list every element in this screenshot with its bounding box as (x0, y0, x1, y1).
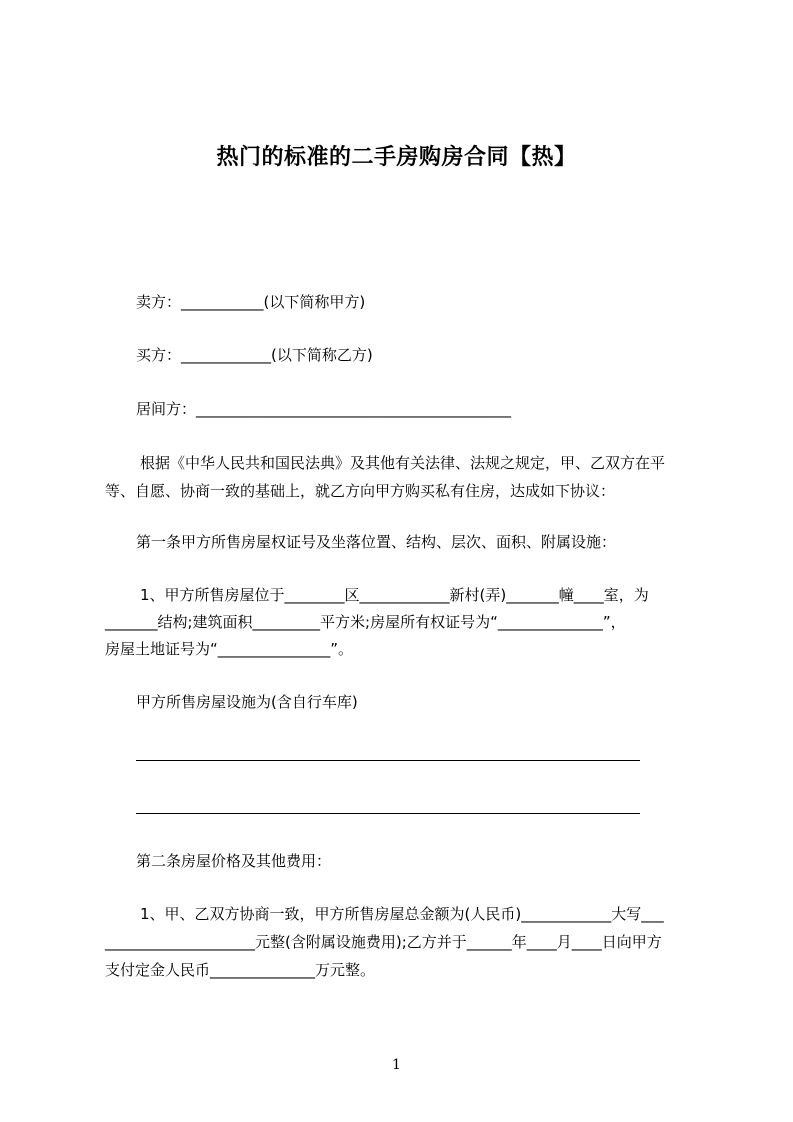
article-2-item-1-line-3: 支付定金人民币______________万元整。 (105, 961, 376, 979)
article-1-item-1-line-3: 房屋土地证号为“_______________”。 (105, 640, 354, 658)
seller-line: 卖方：___________(以下简称甲方) (136, 293, 366, 311)
article-1-heading: 第一条甲方所售房屋权证号及坐落位置、结构、层次、面积、附属设施： (136, 533, 617, 551)
page-number: 1 (392, 1057, 401, 1073)
article-2-item-1-line-2: ____________________元整(含附属设施费用);乙方并于______年____月____日向甲方 (105, 933, 662, 951)
article-1-item-1-line-1: 1、甲方所售房屋位于________区____________新村(弄)_______幢____室，为 (140, 586, 649, 604)
blank-fill-line-2 (136, 813, 640, 814)
intro-paragraph-line-2: 等、自愿、协商一致的基础上，就乙方向甲方购买私有住房，达成如下协议： (105, 482, 616, 500)
broker-line: 居间方：__________________________________________ (136, 400, 512, 418)
buyer-line: 买方：____________(以下简称乙方) (136, 346, 373, 364)
article-2-heading: 第二条房屋价格及其他费用： (136, 852, 332, 870)
article-2-item-1-line-1: 1、甲、乙双方协商一致，甲方所售房屋总金额为(人民币)____________大写___ (140, 905, 664, 923)
blank-fill-line-1 (136, 760, 640, 761)
facilities-line: 甲方所售房屋设施为(含自行车库) (136, 693, 358, 711)
intro-paragraph-line-1: 根据《中华人民共和国民法典》及其他有关法律、法规之规定，甲、乙双方在平 (140, 454, 666, 472)
article-1-item-1-line-2: _______结构;建筑面积_________平方米;房屋所有权证号为“______________”， (105, 613, 626, 631)
document-title: 热门的标准的二手房购房合同【热】 (216, 145, 577, 170)
